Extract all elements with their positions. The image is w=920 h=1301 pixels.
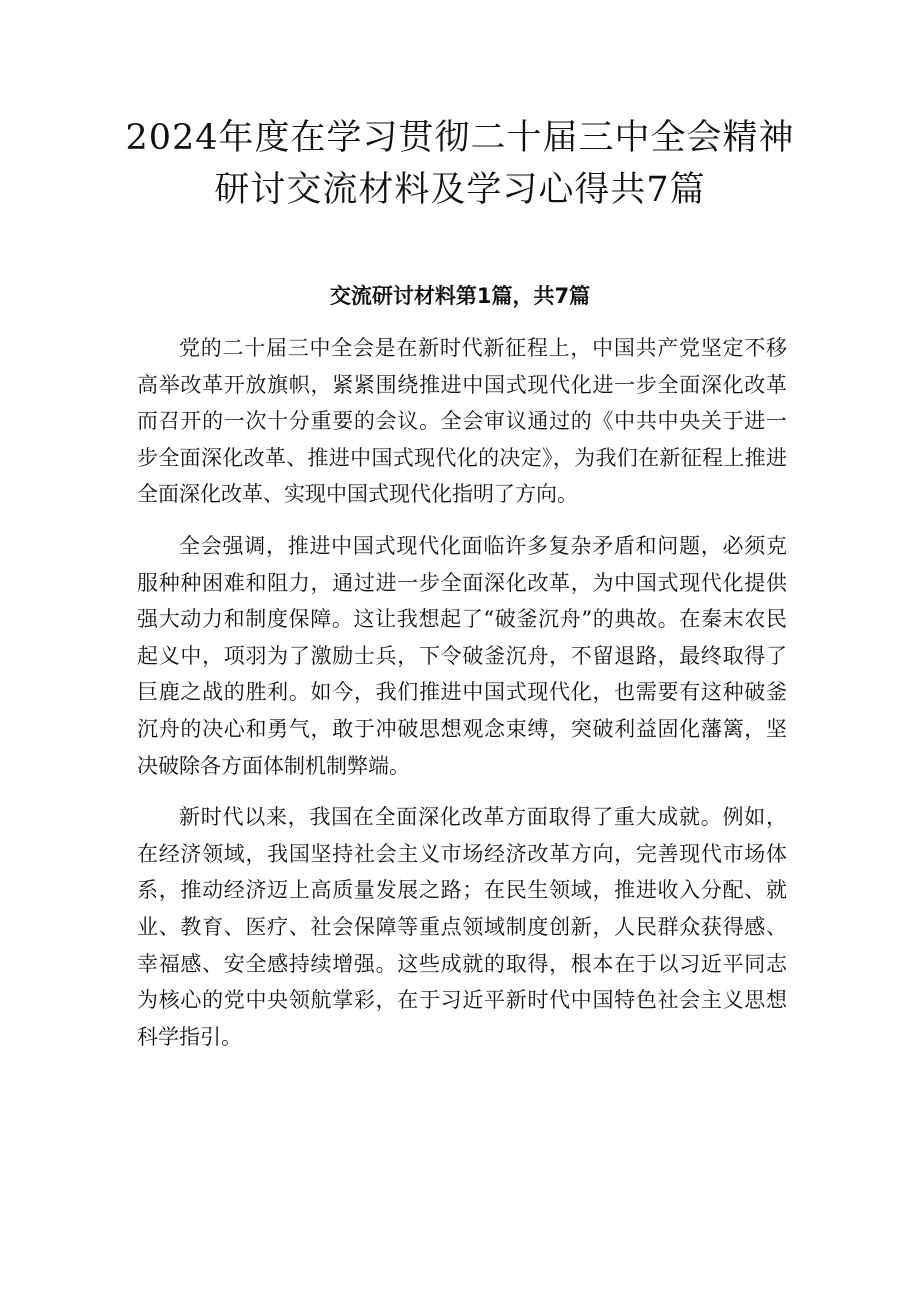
title-line-2: 研讨交流材料及学习心得共7篇 [214,170,706,210]
title-line-1: 2024年度在学习贯彻二十届三中全会精神 [125,118,795,158]
section-heading: 交流研讨材料第1篇，共7篇 [329,284,591,308]
paragraph-2: 全会强调，推进中国式现代化面临许多复杂矛盾和问题，必须克服种种困难和阻力，通过进一步全面深化改革，为中国式现代化提供强大动力和制度保障。这让我想起了“破釜沉舟”的典故。在秦末农民起义中，项羽为了激励士兵，下令破釜沉舟，不留退路，最终取得了巨鹿之战的胜利。如今，我们推进中国式现代化，也需要有这种破釜沉舟的决心和勇气，敢于冲破思想观念束缚，突破利益固化藩篱，坚决破除各方面体制机制弊端。 [137,533,787,778]
paragraph-1: 党的二十届三中全会是在新时代新征程上，中国共产党坚定不移高举改革开放旗帜，紧紧围绕推进中国式现代化进一步全面深化改革而召开的一次十分重要的会议。全会审议通过的《中共中央关于进一步全面深化改革、推进中国式现代化的决定》，为我们在新征程上推进全面深化改革、实现中国式现代化指明了方向。 [137,336,787,507]
paragraph-3: 新时代以来，我国在全面深化改革方面取得了重大成就。例如，在经济领域，我国坚持社会主义市场经济改革方向，完善现代市场体系，推动经济迈上高质量发展之路；在民生领域，推进收入分配、就业、教育、医疗、社会保障等重点领域制度创新，人民群众获得感、幸福感、安全感持续增强。这些成就的取得，根本在于以习近平同志为核心的党中央领航掌彩，在于习近平新时代中国特色社会主义思想科学指引。 [137,805,787,1049]
document-body [137,330,787,1070]
document-title [120,112,800,216]
